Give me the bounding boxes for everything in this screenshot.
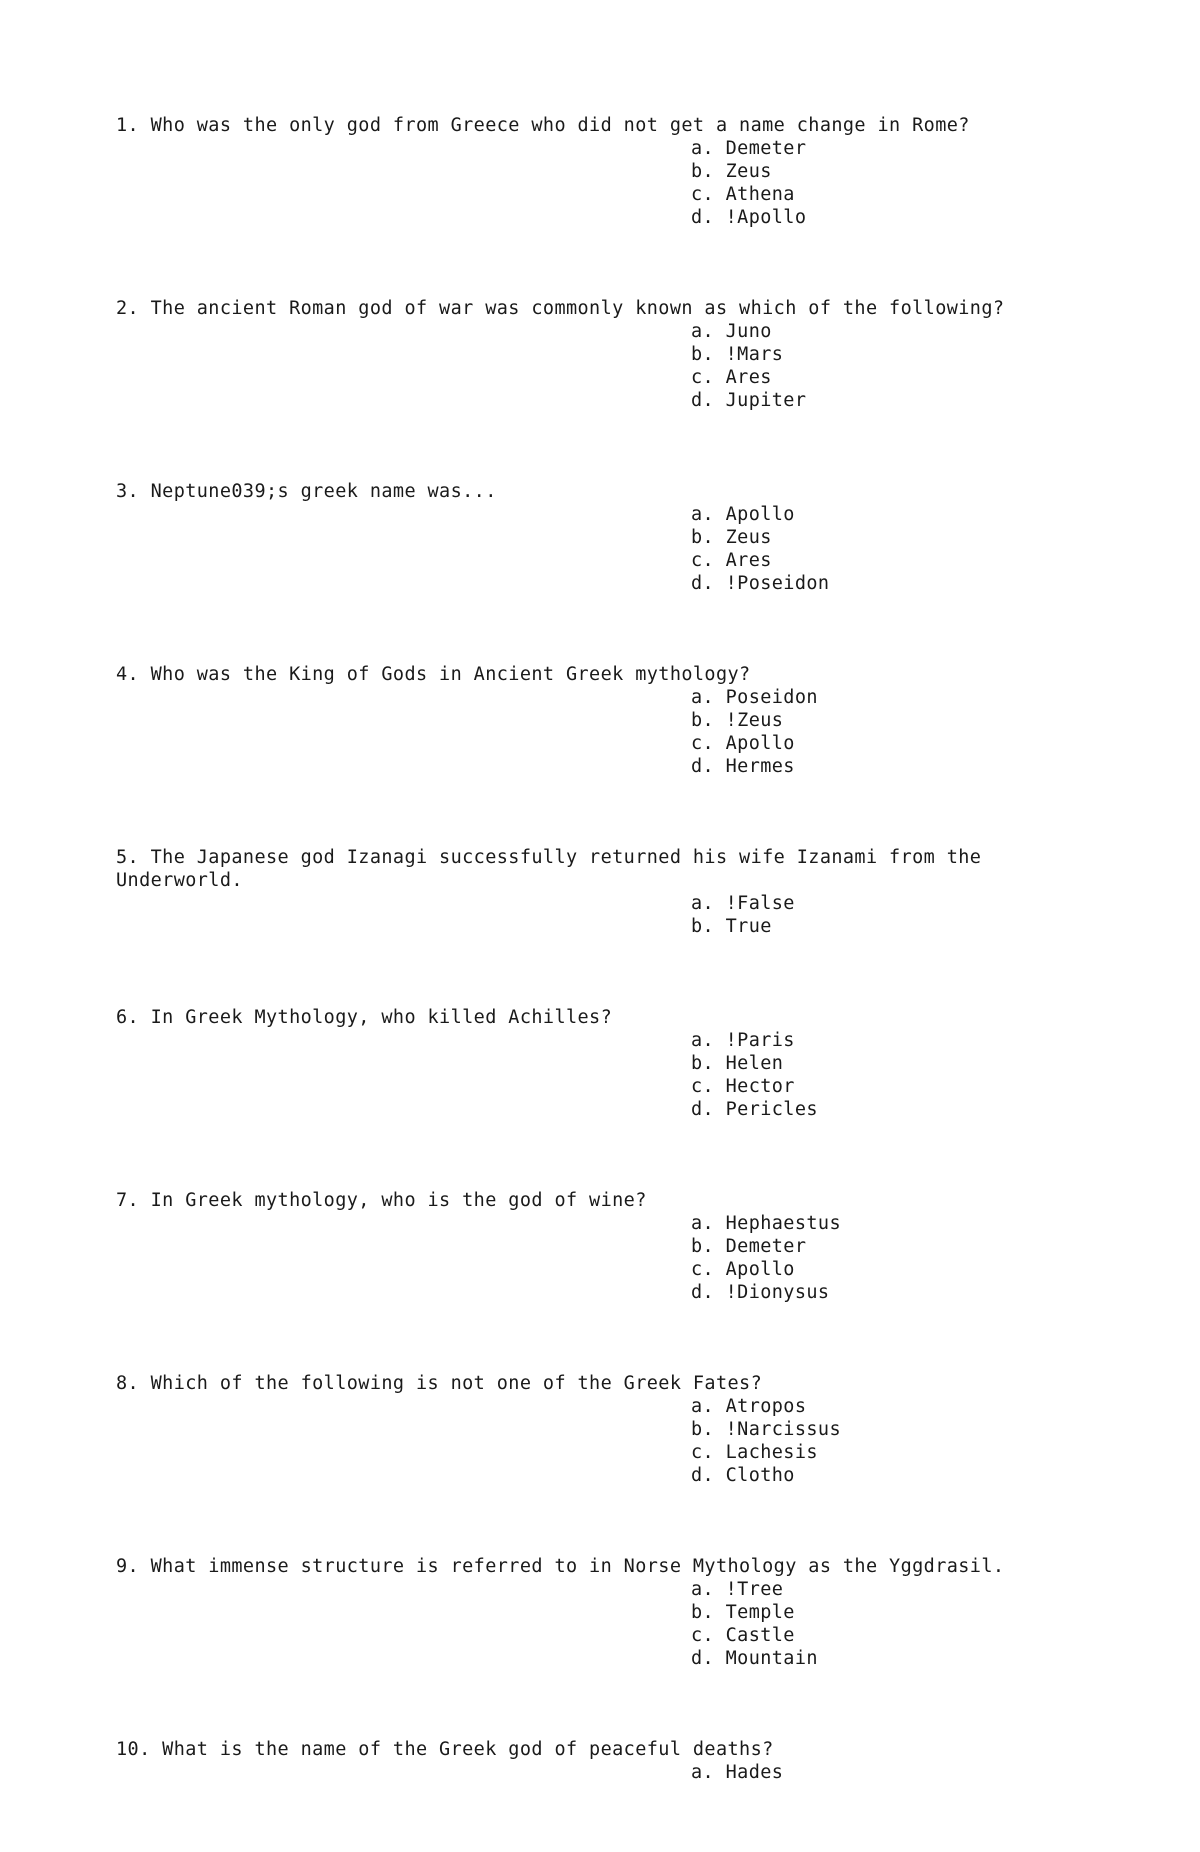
answer-option: c. Apollo <box>691 733 795 754</box>
question-4 <box>116 663 1076 778</box>
answer-option: c. Ares <box>691 550 772 571</box>
answer-option: a. Juno <box>691 321 772 342</box>
answer-option: c. Lachesis <box>691 1442 818 1463</box>
answer-option: a. Poseidon <box>691 687 818 708</box>
answer-option: d. Jupiter <box>691 390 807 411</box>
question-text: 1. Who was the only god from Greece who did not get a name change in Rome? <box>116 115 970 136</box>
answer-option: b. !Mars <box>691 344 784 365</box>
answer-option: d. Hermes <box>691 756 795 777</box>
answer-option: b. Demeter <box>691 1236 807 1257</box>
quiz-list <box>116 114 1076 1852</box>
answer-option: b. Helen <box>691 1053 784 1074</box>
answer-option: d. !Poseidon <box>691 573 830 594</box>
answer-option: c. Ares <box>691 367 772 388</box>
question-text: 8. Which of the following is not one of the Greek Fates? <box>116 1373 763 1394</box>
answer-option: b. !Narcissus <box>691 1419 841 1440</box>
answer-option: c. Athena <box>691 184 795 205</box>
question-text: 4. Who was the King of Gods in Ancient Greek mythology? <box>116 664 751 685</box>
question-6 <box>116 1006 1076 1121</box>
answer-options <box>116 1395 1076 1487</box>
answer-options <box>116 686 1076 778</box>
answer-option: d. Pericles <box>691 1099 818 1120</box>
answer-options <box>116 1578 1076 1670</box>
answer-option: a. Hephaestus <box>691 1213 841 1234</box>
answer-option: b. Zeus <box>691 527 772 548</box>
question-7 <box>116 1189 1076 1304</box>
answer-option: d. Clotho <box>691 1465 795 1486</box>
question-text: 10. What is the name of the Greek god of peaceful deaths? <box>116 1739 774 1760</box>
answer-option: a. Hades <box>691 1762 784 1783</box>
question-5 <box>116 846 1076 938</box>
answer-option: d. !Apollo <box>691 207 807 228</box>
answer-option: d. !Dionysus <box>691 1282 830 1303</box>
answer-options <box>116 503 1076 595</box>
question-8 <box>116 1372 1076 1487</box>
question-text: 5. The Japanese god Izanagi successfully returned his wife Izanami from the Underworld. <box>116 847 993 891</box>
answer-option: a. !Tree <box>691 1579 784 1600</box>
question-10 <box>116 1738 1076 1784</box>
answer-options <box>116 137 1076 229</box>
question-1 <box>116 114 1076 229</box>
question-text: 7. In Greek mythology, who is the god of wine? <box>116 1190 647 1211</box>
question-2 <box>116 297 1076 412</box>
answer-option: b. True <box>691 916 772 937</box>
answer-option: b. !Zeus <box>691 710 784 731</box>
answer-option: c. Castle <box>691 1625 795 1646</box>
question-text: 2. The ancient Roman god of war was commonly known as which of the following? <box>116 298 1005 319</box>
question-3 <box>116 480 1076 595</box>
answer-option: a. Atropos <box>691 1396 807 1417</box>
question-9 <box>116 1555 1076 1670</box>
question-text: 9. What immense structure is referred to in Norse Mythology as the Yggdrasil. <box>116 1556 1005 1577</box>
answer-options <box>116 1761 1076 1784</box>
question-text: 6. In Greek Mythology, who killed Achilles? <box>116 1007 613 1028</box>
answer-options <box>116 1029 1076 1121</box>
answer-option: b. Temple <box>691 1602 795 1623</box>
question-text: 3. Neptune039;s greek name was... <box>116 481 497 502</box>
answer-option: a. !False <box>691 893 795 914</box>
answer-options <box>116 892 1076 938</box>
answer-options <box>116 320 1076 412</box>
answer-option: a. Demeter <box>691 138 807 159</box>
answer-option: c. Apollo <box>691 1259 795 1280</box>
answer-option: b. Zeus <box>691 161 772 182</box>
answer-option: c. Hector <box>691 1076 795 1097</box>
answer-option: d. Mountain <box>691 1648 818 1669</box>
answer-options <box>116 1212 1076 1304</box>
answer-option: a. Apollo <box>691 504 795 525</box>
answer-option: a. !Paris <box>691 1030 795 1051</box>
